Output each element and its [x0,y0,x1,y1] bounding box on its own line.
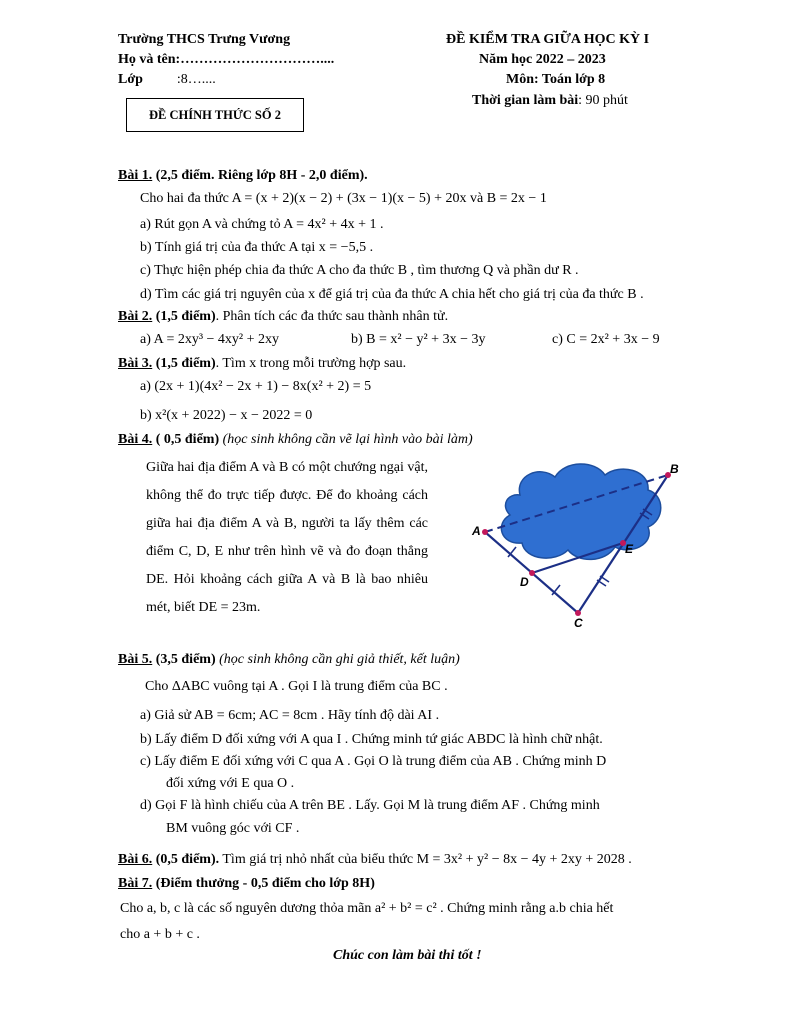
bai1-heading: Bài 1. (2,5 điểm. Riêng lớp 8H - 2,0 điểm). [118,168,368,183]
bai1-a: a) Rút gọn A và chứng tỏ A = 4x² + 4x + 1 . [140,217,384,232]
class-line: Lớp :8….... [118,72,216,87]
bai5-c-line1: c) Lấy điểm E đối xứng với C qua A . Gọi O là trung điểm của AB . Chứng minh D [140,754,607,769]
bai7-line2: cho a + b + c . [120,927,200,942]
bai5-d-line1: d) Gọi F là hình chiếu của A trên BE . Lấy. Gọi M là trung điểm AF . Chứng minh [140,798,600,813]
bai1-b: b) Tính giá trị của đa thức A tại x = −5,5 . [140,240,374,255]
school-year: Năm học 2022 – 2023 [479,52,606,67]
label-C: C [574,616,583,630]
bai3-b: b) x²(x + 2022) − x − 2022 = 0 [140,408,313,423]
label-A: A [472,524,481,538]
bai5-c-line2: đối xứng với E qua O . [166,776,295,791]
bai6-line: Bài 6. (0,5 điểm). Tìm giá trị nhỏ nhất của biểu thức M = 3x² + y² − 8x − 4y + 2xy + 2028 . [118,852,632,867]
bai7-heading: Bài 7. (Điểm thưởng - 0,5 điểm cho lớp 8H) [118,876,375,891]
bai7-line1: Cho a, b, c là các số nguyên dương thỏa mãn a² + b² = c² . Chứng minh rằng a.b chia hết [120,901,614,916]
label-B: B [670,462,679,476]
cloud-obstacle-icon [501,464,660,559]
bai4-text: Giữa hai địa điểm A và B có một chướng ngại vật, không thể đo trực tiếp được. Để đo khoảng cách giữa hai địa điểm A và B, người ta lấy thêm các điểm C, D, E như trên hình vẽ và đo đoạn thẳng DE. Hỏi khoảng cách giữa A và B là bao nhiêu mét, biết DE = 23m. [146,460,428,615]
bai5-b: b) Lấy điểm D đối xứng với A qua I . Chứng minh tứ giác ABDC là hình chữ nhật. [140,732,603,747]
bai2-c: c) C = 2x² + 3x − 9 [552,332,660,347]
exam-time: Thời gian làm bài: 90 phút [472,93,628,108]
bai3-heading: Bài 3. (1,5 điểm). Tìm x trong mỗi trường hợp sau. [118,356,407,371]
exam-title: ĐỀ KIỂM TRA GIỮA HỌC KỲ I [446,32,650,47]
bai2-b: b) B = x² − y² + 3x − 3y [351,332,486,347]
bai1-d: d) Tìm các giá trị nguyên của x để giá trị của đa thức A chia hết cho giá trị của đa thức B . [140,287,644,302]
bai5-intro: Cho ΔABC vuông tại A . Gọi I là trung điểm của BC . [145,679,448,694]
subject: Môn: Toán lớp 8 [506,72,606,87]
bai4-figure [460,455,690,635]
student-name-line: Họ và tên:………………………….... [118,52,335,67]
bai5-heading: Bài 5. (3,5 điểm) (học sinh không cần ghi giả thiết, kết luận) [118,652,460,667]
bai5-a: a) Giả sử AB = 6cm; AC = 8cm . Hãy tính độ dài AI . [140,708,440,723]
label-D: D [520,575,529,589]
bai1-intro: Cho hai đa thức A = (x + 2)(x − 2) + (3x − 1)(x − 5) + 20x và B = 2x − 1 [140,191,547,206]
bai2-a: a) A = 2xy³ − 4xy² + 2xy [140,332,280,347]
closing-message: Chúc con làm bài thi tốt ! [333,948,482,963]
official-exam-box: ĐỀ CHÍNH THỨC SỐ 2 [126,98,304,132]
bai2-heading: Bài 2. (1,5 điểm). Phân tích các đa thức sau thành nhân tử. [118,309,449,324]
bai4-heading: Bài 4. ( 0,5 điểm) (học sinh không cần vẽ lại hình vào bài làm) [118,432,473,447]
label-E: E [625,542,634,556]
bai3-a: a) (2x + 1)(4x² − 2x + 1) − 8x(x² + 2) = 5 [140,379,372,394]
school-name: Trường THCS Trưng Vương [118,32,291,47]
bai1-c: c) Thực hiện phép chia đa thức A cho đa thức B , tìm thương Q và phần dư R . [140,263,579,278]
bai5-d-line2: BM vuông góc với CF . [166,821,300,836]
